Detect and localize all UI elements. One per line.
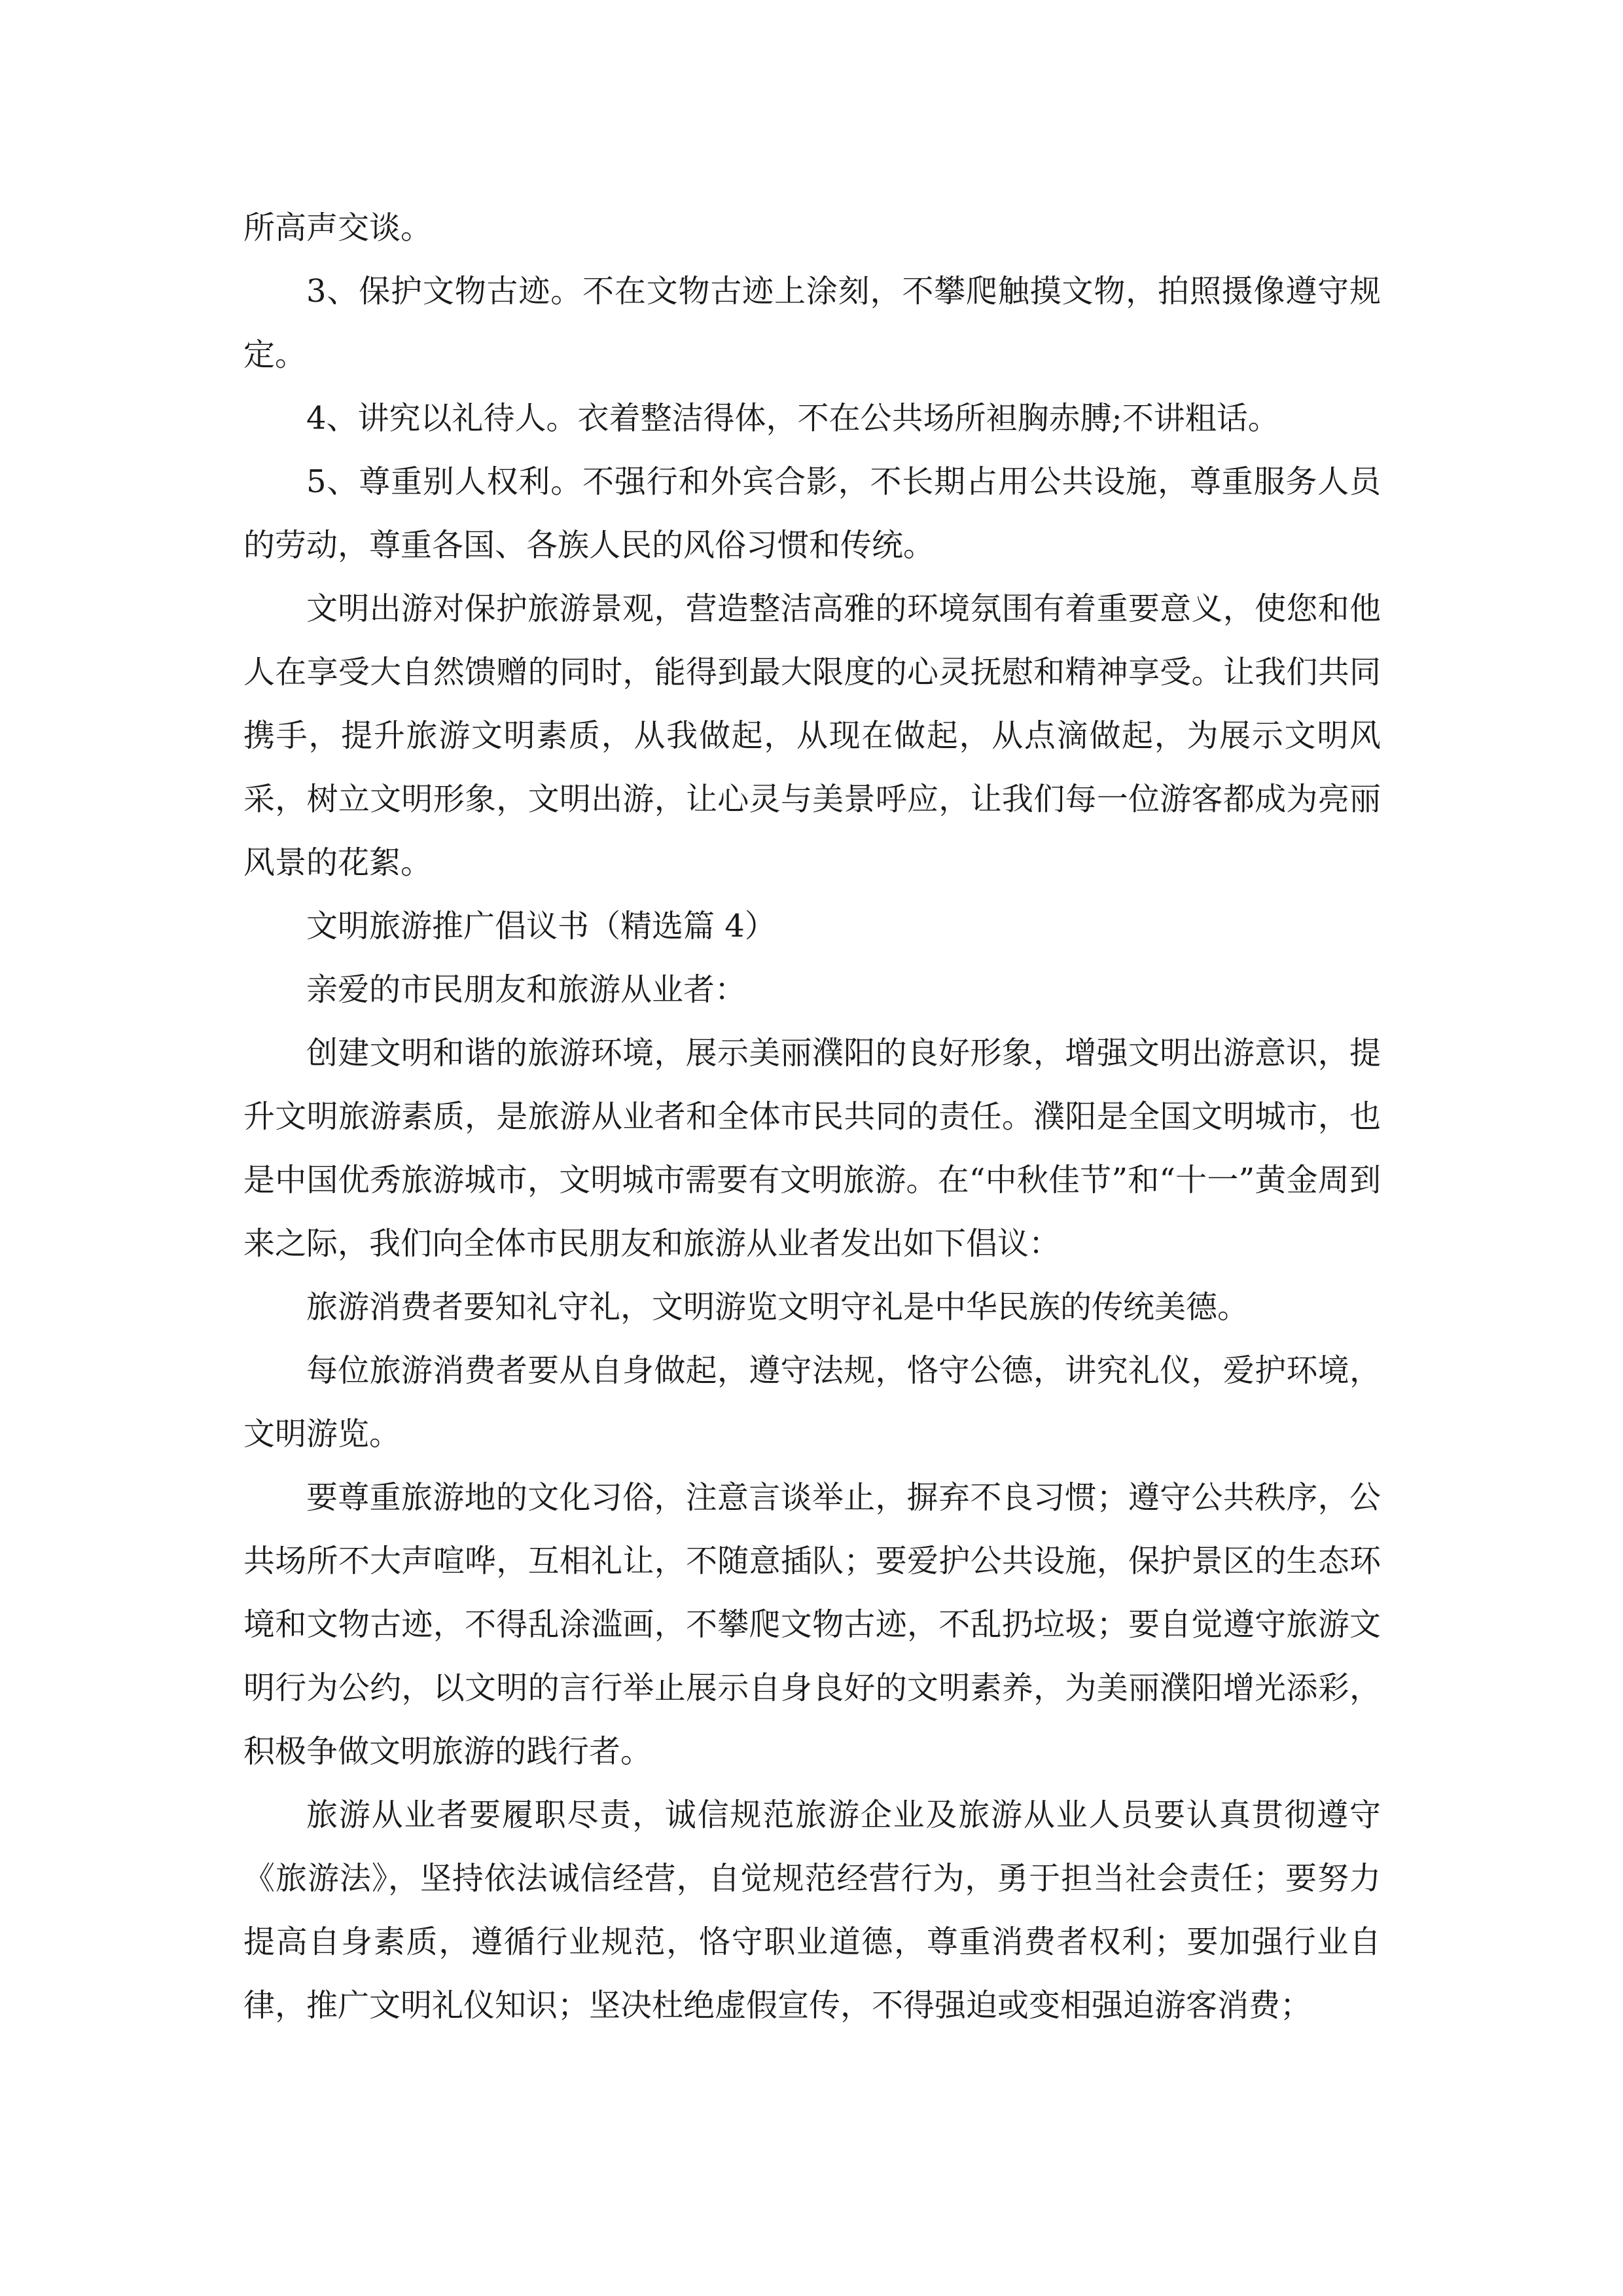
paragraph-consumer-heading: 旅游消费者要知礼守礼，文明游览文明守礼是中华民族的传统美德。 (306, 1289, 1249, 1325)
paragraph-practitioner: 旅游从业者要履职尽责，诚信规范旅游企业及旅游从业人员要认真贯彻遵守《旅游法》，坚持依法诚信经营，自觉规范经营行为，勇于担当社会责任；要努力提高自身素质，遵循行业规范，恪守职业道德，尊重消费者权利；要加强行业自律，推广文明礼仪知识；坚决杜绝虚假宣传，不得强迫或变相强迫游客消费； (243, 1797, 1381, 2024)
document-page (243, 196, 1381, 2037)
paragraph-item-3: 3、保护文物古迹。不在文物古迹上涂刻，不攀爬触摸文物，拍照摄像遵守规定。 (243, 273, 1381, 373)
paragraph-consumer-2: 要尊重旅游地的文化习俗，注意言谈举止，摒弃不良习惯；遵守公共秩序，公共场所不大声喧哗，互相礼让，不随意插队；要爱护公共设施，保护景区的生态环境和文物古迹，不得乱涂滥画，不攀爬文物古迹，不乱扔垃圾；要自觉遵守旅游文明行为公约，以文明的言行举止展示自身良好的文明素养，为美丽濮阳增光添彩，积极争做文明旅游的践行者。 (243, 1479, 1381, 1770)
paragraph-item-4: 4、讲究以礼待人。衣着整洁得体，不在公共场所袒胸赤膊;不讲粗话。 (306, 400, 1279, 437)
salutation: 亲爱的市民朋友和旅游从业者： (306, 971, 747, 1008)
section-heading: 文明旅游推广倡议书（精选篇 4） (306, 908, 776, 944)
paragraph-closing: 文明出游对保护旅游景观，营造整洁高雅的环境氛围有着重要意义，使您和他人在享受大自然馈赠的同时，能得到最大限度的心灵抚慰和精神享受。让我们共同携手，提升旅游文明素质，从我做起，从现在做起，从点滴做起，为展示文明风采，树立文明形象，文明出游，让心灵与美景呼应，让我们每一位游客都成为亮丽风景的花絮。 (243, 590, 1381, 881)
paragraph-consumer-1: 每位旅游消费者要从自身做起，遵守法规，恪守公德，讲究礼仪，爱护环境，文明游览。 (243, 1352, 1381, 1452)
paragraph-continuation: 所高声交谈。 (243, 209, 433, 246)
paragraph-item-5: 5、尊重别人权利。不强行和外宾合影，不长期占用公共设施，尊重服务人员的劳动，尊重各国、各族人民的风俗习惯和传统。 (243, 463, 1381, 564)
paragraph-intro: 创建文明和谐的旅游环境，展示美丽濮阳的良好形象，增强文明出游意识，提升文明旅游素质，是旅游从业者和全体市民共同的责任。濮阳是全国文明城市，也是中国优秀旅游城市，文明城市需要有文明旅游。在“中秋佳节”和“十一”黄金周到来之际，我们向全体市民朋友和旅游从业者发出如下倡议： (243, 1035, 1381, 1262)
